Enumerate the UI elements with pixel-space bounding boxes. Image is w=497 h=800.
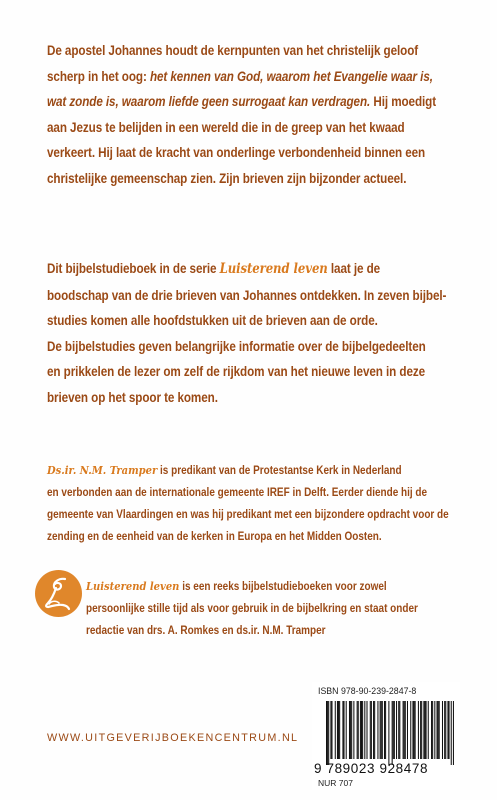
barcode-bar [366, 701, 367, 759]
author-name: Ds.ir. N.M. Tramper [47, 463, 158, 477]
barcode-bar [328, 701, 329, 765]
barcode-bar [373, 701, 374, 759]
barcode-bar [399, 701, 400, 759]
barcode-bar [404, 701, 405, 759]
barcode-bar [407, 701, 408, 759]
barcode-bar [344, 701, 345, 759]
barcode-bar [357, 701, 358, 759]
barcode-bar [403, 701, 404, 759]
barcode-bar [351, 701, 352, 759]
series-line-1 [86, 575, 418, 598]
barcode-bar [337, 701, 338, 759]
barcode-bar [418, 701, 419, 759]
barcode-icon [326, 701, 454, 765]
barcode-bar [394, 701, 395, 759]
barcode-bar [434, 701, 435, 759]
study-line-1-end: laat je de [327, 261, 381, 276]
series-line-3: redactie van drs. A. Romkes en ds.ir. N.M. Tramper [86, 624, 326, 637]
author-bio [47, 459, 449, 548]
intro-line-5: verkeert. Hij laat de kracht van onderlinge verbondenheid binnen een [47, 145, 426, 160]
barcode-bar [420, 701, 421, 759]
study-paragraph [47, 256, 447, 410]
barcode-bar [342, 701, 343, 759]
barcode-bar [335, 701, 336, 759]
barcode-bar [438, 701, 439, 759]
intro-line-2 [47, 64, 433, 90]
barcode-bar [405, 701, 406, 759]
barcode-bar [449, 701, 450, 759]
barcode-bar [370, 701, 371, 759]
isbn-barcode-box [312, 682, 460, 790]
barcode-bar [423, 701, 424, 759]
barcode-bar [371, 701, 372, 759]
barcode-bar [442, 701, 443, 759]
barcode-bar [381, 701, 382, 759]
barcode-bar [388, 701, 389, 765]
barcode-bar [364, 701, 365, 759]
series-line-2: persoonlijke stille tijd als voor gebruik in de bijbelkring en staat onder [86, 602, 418, 615]
barcode-bar [415, 701, 416, 759]
barcode-bar [384, 701, 385, 759]
barcode-bar [327, 701, 328, 765]
barcode-bar [444, 701, 445, 759]
study-line-6: brieven op het spoor te komen. [47, 389, 218, 405]
series-line-1-end: is een reeks bijbelstudieboeken voor zowel [179, 580, 387, 593]
barcode-bar [374, 701, 375, 759]
author-line-1 [47, 459, 449, 482]
publisher-website: WWW.UITGEVERIJBOEKENCENTRUM.NL [47, 732, 299, 744]
barcode-bar [453, 701, 454, 765]
series-name: Luisterend leven [86, 579, 180, 593]
author-line-3: gemeente van Vlaardingen en was hij predikant met een bijzondere opdracht voor de [47, 508, 449, 521]
author-line-4: zending en de eenheid van de kerken in Europa en het Midden Oosten. [47, 530, 382, 543]
barcode-bar [412, 701, 413, 759]
author-line-1-end: is predikant van de Protestantse Kerk in Nederland [157, 464, 402, 477]
series-info [86, 575, 418, 642]
barcode-bar [426, 701, 427, 759]
barcode-bar [447, 701, 448, 759]
barcode-bar [338, 701, 339, 759]
barcode-bar [326, 701, 327, 765]
barcode-bar [432, 701, 433, 759]
barcode-bar [392, 701, 393, 765]
barcode-bar [346, 701, 347, 759]
barcode-bar [385, 701, 386, 759]
study-line-3: studies komen alle hoofdstukken uit de brieven aan de orde. [47, 313, 378, 328]
barcode-bar [414, 701, 415, 759]
series-name-inline: Luisterend leven [219, 261, 328, 277]
barcode-bar [437, 701, 438, 759]
author-line-2: en verbonden aan de internationale gemeente IREF in Delft. Eerder diende hij de [47, 486, 428, 499]
barcode-number: 9 789023 928478 [314, 761, 429, 776]
intro-line-6: christelijke gemeenschap zien. Zijn brieven zijn bijzonder actueel. [47, 170, 407, 186]
study-line-1-start: Dit bijbelstudieboek in de serie [47, 261, 220, 276]
study-line-5: en prikkelen de lezer om zelf de rijkdom van het nieuwe leven in deze [47, 364, 426, 379]
barcode-bar [398, 701, 399, 759]
barcode-bar [358, 701, 359, 759]
barcode-bar [393, 701, 394, 759]
intro-line-3-end: Hij moedigt [370, 94, 437, 109]
intro-line-1: De apostel Johannes houdt de kernpunten van het christelijk geloof [47, 43, 419, 58]
barcode-bar [410, 701, 411, 759]
study-line-1 [47, 256, 400, 283]
barcode-bar [421, 701, 422, 759]
barcode-bar [396, 701, 397, 759]
intro-line-3-italic: wat zonde is, waarom liefde geen surrogaat kan verdragen. [47, 94, 371, 109]
barcode-bar [361, 701, 362, 759]
barcode-bar [350, 701, 351, 759]
nur-code: NUR 707 [318, 778, 353, 788]
intro-paragraph [47, 38, 437, 191]
intro-line-4: aan Jezus te belijden in een wereld die in de greep van het kwaad [47, 119, 405, 135]
study-line-4: De bijbelstudies geven belangrijke informatie over de bijbelgedeelten [47, 338, 426, 354]
barcode-bar [339, 701, 340, 759]
barcode-bar [330, 701, 331, 759]
barcode-bar [439, 701, 440, 759]
barcode-bar [331, 701, 332, 759]
isbn-label: ISBN 978-90-239-2847-8 [318, 686, 417, 696]
barcode-bar [445, 701, 446, 759]
intro-line-2-italic: het kennen van God, waarom het Evangelie waar is, [149, 68, 433, 84]
barcode-bar [380, 701, 381, 759]
barcode-bar [353, 701, 354, 759]
barcode-bar [428, 701, 429, 759]
barcode-bar [382, 701, 383, 759]
study-line-2: boodschap van de drie brieven van Johannes ontdekken. In zeven bijbel- [47, 287, 447, 303]
barcode-bar [431, 701, 432, 759]
series-logo-icon [35, 570, 82, 617]
barcode-bar [377, 701, 378, 759]
barcode-bar [362, 701, 363, 759]
barcode-bar [349, 701, 350, 759]
intro-line-2-start: scherp in het oog: [47, 68, 150, 84]
barcode-bar [451, 701, 452, 765]
intro-line-3 [47, 89, 437, 115]
barcode-bar [424, 701, 425, 759]
barcode-bar [360, 701, 361, 759]
